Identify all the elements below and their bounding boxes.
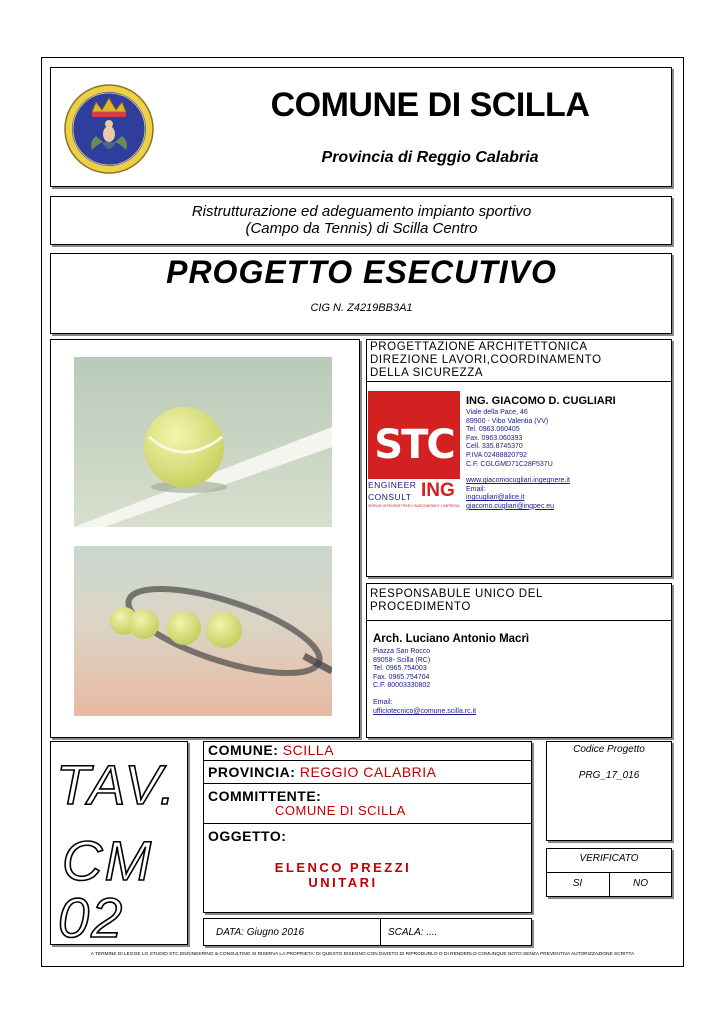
- tennis-racket-photo: [74, 546, 332, 716]
- divider-line: [366, 620, 672, 621]
- designer-email-label: Email:: [466, 485, 486, 493]
- committente-value: COMUNE DI SCILLA: [275, 803, 406, 818]
- comune-value: SCILLA: [282, 742, 335, 758]
- scale-field: SCALA: ....: [388, 927, 438, 938]
- rup-address-1: Piazza San Rocco: [373, 648, 431, 655]
- designer-cf: C.F. CGLGMD71C28F537U: [466, 460, 553, 468]
- designer-role-line-3: DELLA SICUREZZA: [370, 367, 484, 379]
- verification-yes: SI: [572, 878, 583, 889]
- province-subtitle: Provincia di Reggio Calabria: [321, 149, 539, 166]
- stc-logo-ing: ING: [421, 480, 455, 501]
- rup-cf: C.F. 80003330802: [373, 682, 431, 690]
- stc-logo-tagline: SERVIZI INTEGRATI PER L'INGEGNERIA E L'IMPRESA: [368, 504, 460, 508]
- designer-fax: Fax. 0963.060393: [466, 434, 523, 442]
- designer-piva: P.IVA 02488820792: [466, 451, 527, 459]
- rup-address-2: 89058- Scilla (RC): [373, 656, 431, 664]
- designer-contacts: [466, 409, 666, 512]
- rup-email-label: Email:: [373, 698, 393, 706]
- designer-name: ING. GIACOMO D. CUGLIARI: [466, 395, 616, 407]
- tennis-ball-photo: [74, 357, 332, 527]
- verification-no: NO: [633, 878, 648, 889]
- project-code-box: [546, 741, 672, 841]
- oggetto-value: [203, 860, 483, 890]
- provincia-label: PROVINCIA:: [208, 764, 296, 780]
- project-code-label: Codice Progetto: [573, 744, 645, 755]
- rup-contacts: [373, 648, 573, 716]
- oggetto-label: OGGETTO:: [208, 828, 287, 844]
- tavola-label: TAV.: [56, 753, 178, 816]
- provincia-row: [208, 764, 437, 780]
- project-description: [52, 203, 671, 237]
- rup-tel: Tel. 0965.754003: [373, 665, 427, 673]
- copyright-notice: A TERMINE DI LEGGE LO STUDIO STC ENGINEERING & CONSULTING SI RISERVA LA PROPRIETA' DI QUESTO DISEGNO CON DIVIETO DI RIPRODURLO O DI RENDERLO COMUNQUE NOTO SENZA PREVENTIVA AUTORIZZAZIONE SCRITTA: [90, 952, 635, 957]
- designer-website-link[interactable]: www.giacomocugliari.ingegnere.it: [466, 477, 570, 485]
- rup-name: Arch. Luciano Antonio Macrì: [373, 633, 530, 645]
- designer-role: [370, 341, 672, 380]
- municipal-crest: [62, 82, 156, 176]
- divider-line: [366, 381, 672, 382]
- rup-fax: Fax. 0965.754704: [373, 673, 430, 681]
- divider-line: [380, 918, 381, 946]
- designer-tel: Tel. 0963.060405: [466, 426, 520, 434]
- rup-role-line-1: RESPONSABULE UNICO DEL: [370, 588, 543, 600]
- rup-email-link[interactable]: ufficiotecnico@comune.scilla.rc.it: [373, 707, 477, 715]
- project-code-value: PRG_17_016: [578, 770, 640, 781]
- cig-number: CIG N. Z4219BB3A1: [310, 302, 413, 314]
- stc-logo: [368, 391, 460, 514]
- designer-email-link-1[interactable]: ingcugliari@alice.it: [466, 494, 525, 502]
- designer-address-2: 89900 - Vibo Valentia (VV): [466, 417, 549, 425]
- stc-logo-engineer: ENGINEER: [368, 480, 417, 490]
- stc-logo-consult: CONSULT: [368, 492, 412, 502]
- designer-address-1: Viale della Pace, 46: [466, 409, 528, 416]
- designer-role-line-1: PROGETTAZIONE ARCHITETTONICA: [370, 341, 588, 353]
- verification-label: VERIFICATO: [579, 853, 639, 864]
- project-line-2: (Campo da Tennis) di Scilla Centro: [245, 220, 478, 237]
- rup-role: [370, 588, 670, 614]
- divider-line: [203, 760, 532, 761]
- designer-email-link-2[interactable]: giacomo.cugliari@ingpec.eu: [466, 502, 555, 510]
- designer-role-line-2: DIREZIONE LAVORI,COORDINAMENTO: [370, 354, 602, 366]
- project-line-1: Ristrutturazione ed adeguamento impianto sportivo: [191, 203, 532, 220]
- committente-label: COMMITTENTE:: [208, 788, 322, 804]
- project-phase: PROGETTO ESECUTIVO: [166, 254, 557, 290]
- designer-cell: Cell. 335.8745370: [466, 443, 523, 451]
- tavola-code: CM: [62, 829, 154, 892]
- date-field: DATA: Giugno 2016: [216, 927, 305, 938]
- rup-role-line-2: PROCEDIMENTO: [370, 601, 471, 613]
- stc-logo-letters: STC: [374, 422, 454, 468]
- divider-line: [203, 823, 532, 824]
- oggetto-line-2: UNITARI: [308, 875, 378, 890]
- provincia-value: REGGIO CALABRIA: [299, 764, 437, 780]
- tavola-number: 02: [58, 886, 125, 949]
- page-title: COMUNE DI SCILLA: [270, 86, 590, 124]
- divider-line: [203, 783, 532, 784]
- comune-label: COMUNE:: [208, 742, 279, 758]
- oggetto-line-1: ELENCO PREZZI: [274, 860, 412, 875]
- comune-row: [208, 742, 334, 758]
